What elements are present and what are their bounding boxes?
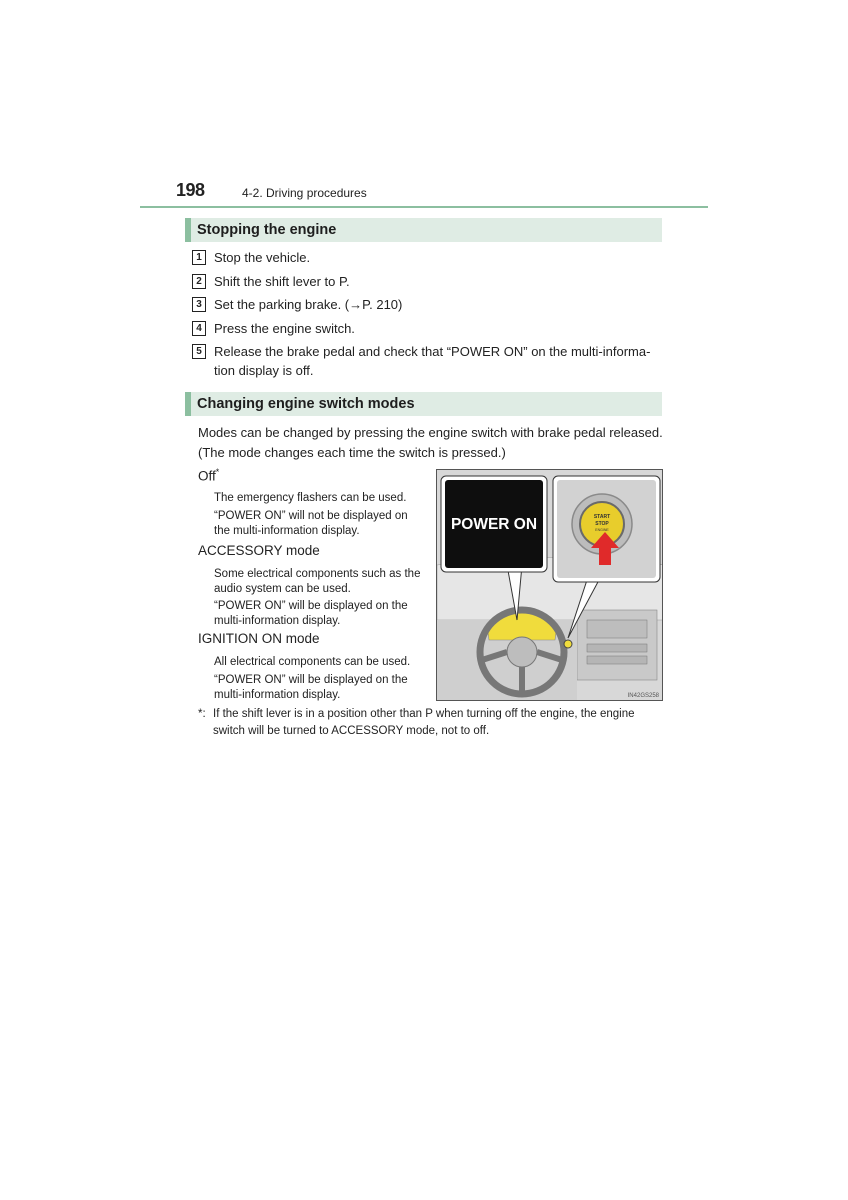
mode-title-ignition: IGNITION ON mode: [198, 631, 320, 646]
step-text: Shift the shift lever to P.: [214, 274, 350, 289]
footnote-line: If the shift lever is in a position other than P when turning off the engine, the engine: [213, 708, 635, 720]
step-number: 3: [192, 297, 206, 312]
footnote-mark: *:: [198, 708, 206, 720]
step-text-line: Release the brake pedal and check that “POWER ON” on the multi-informa-: [214, 344, 651, 359]
step-text: Set the parking brake. (→P. 210): [214, 297, 403, 312]
mode-title-off: Off*: [198, 467, 220, 484]
intro-line: (The mode changes each time the switch is pressed.): [198, 445, 506, 460]
desc-line: All electrical components can be used.: [214, 656, 411, 668]
modes-intro: [198, 423, 664, 463]
section-heading-modes: Changing engine switch modes: [185, 392, 662, 416]
desc-line: “POWER ON” will be displayed on the: [214, 674, 408, 686]
button-label: ENGINE: [595, 528, 609, 532]
step-number: 2: [192, 274, 206, 289]
footnote-text: [213, 706, 673, 740]
mode-desc-accessory: [214, 567, 432, 629]
step-text: [214, 342, 664, 380]
chapter-title: 4-2. Driving procedures: [242, 186, 367, 200]
asterisk-mark: *: [215, 467, 220, 477]
engine-switch-illustration: [436, 469, 663, 701]
step-text: Stop the vehicle.: [214, 250, 311, 265]
step-number: 1: [192, 250, 206, 265]
desc-line: multi-information display.: [214, 615, 341, 627]
section-heading-stopping: Stopping the engine: [185, 218, 662, 242]
step-number: 5: [192, 344, 206, 359]
mode-desc-off: [214, 491, 432, 539]
intro-line: Modes can be changed by pressing the engine switch with brake pedal released.: [198, 425, 663, 440]
desc-line: The emergency flashers can be used.: [214, 492, 407, 504]
engine-switch-location: [564, 640, 572, 648]
desc-line: “POWER ON” will not be displayed on: [214, 510, 408, 522]
step-text: Press the engine switch.: [214, 321, 355, 336]
step-number: 4: [192, 321, 206, 336]
desc-line: multi-information display.: [214, 689, 341, 701]
desc-line: Some electrical components such as the: [214, 568, 421, 580]
footnote-line: switch will be turned to ACCESSORY mode, not to off.: [213, 725, 490, 737]
display-text: POWER ON: [450, 516, 538, 533]
button-label: START: [593, 514, 611, 520]
header-divider: [140, 206, 708, 208]
button-label: STOP: [595, 521, 609, 527]
step-text-line: tion display is off.: [214, 363, 314, 378]
page-number: 198: [176, 180, 205, 200]
desc-line: audio system can be used.: [214, 583, 351, 595]
mode-desc-ignition: [214, 655, 432, 703]
mode-title-accessory: ACCESSORY mode: [198, 543, 320, 558]
illustration-code: IN42GS258: [627, 693, 659, 699]
desc-line: “POWER ON” will be displayed on the: [214, 600, 408, 612]
desc-line: the multi-information display.: [214, 525, 360, 537]
console-screen: [587, 620, 647, 638]
